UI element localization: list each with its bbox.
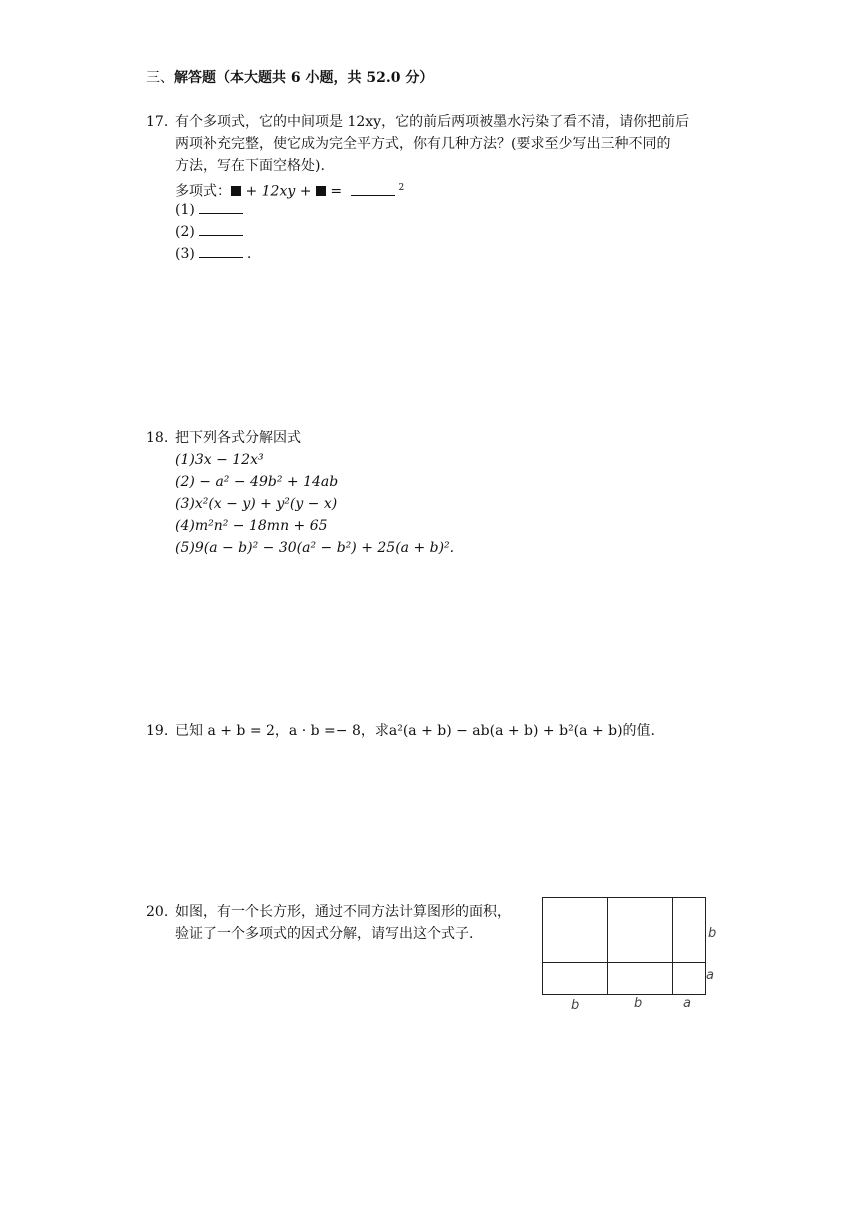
q20-body bbox=[175, 901, 511, 945]
q17-number: 17. bbox=[146, 114, 169, 130]
q17-polynomial bbox=[175, 177, 689, 199]
q20-rectangle-figure bbox=[542, 897, 706, 995]
q17-option-2 bbox=[175, 221, 689, 243]
q19-text: 已知 a + b = 2，a · b =− 8，求a²(a + b) − ab(a + b) + b²(a + b)的值. bbox=[175, 723, 655, 739]
q17-exponent: 2 bbox=[398, 183, 405, 193]
q17-option-3-blank bbox=[199, 243, 243, 258]
q17-option-3-label: (3) bbox=[175, 246, 195, 262]
q17-line3: 方法，写在下面空格处). bbox=[175, 158, 325, 174]
q18-item-2: (2) − a² − 49b² + 14ab bbox=[175, 474, 339, 490]
figure-label-bottom-a: a bbox=[683, 996, 691, 1011]
figure-label-bottom-b1: b bbox=[571, 998, 580, 1013]
q18-item-3: (3)x²(x − y) + y²(y − x) bbox=[175, 496, 338, 512]
q17-poly-eq: = bbox=[325, 183, 347, 200]
q17-end-dot: . bbox=[246, 246, 252, 262]
section-suffix: 分） bbox=[405, 70, 434, 86]
ink-blot-square-icon bbox=[231, 186, 241, 196]
q17-option-1-blank bbox=[199, 199, 243, 214]
q17-line1: 有个多项式，它的中间项是 12xy，它的前后两项被墨水污染了看不清，请你把前后 bbox=[175, 114, 690, 130]
q18-item-1: (1)3x − 12x³ bbox=[175, 452, 264, 468]
section-prefix: 三、 bbox=[146, 70, 174, 86]
q18-item-5: (5)9(a − b)² − 30(a² − b²) + 25(a + b)². bbox=[175, 540, 455, 556]
section-title-bold: 解答题（本大题共 bbox=[174, 70, 286, 86]
q17-body bbox=[175, 111, 689, 265]
figure-label-right-a: a bbox=[706, 968, 714, 983]
q17-option-1 bbox=[175, 199, 689, 221]
q17-line2: 两项补充完整，使它成为完全平方式，你有几种方法？(要求至少写出三种不同的 bbox=[175, 136, 671, 152]
q17-option-3 bbox=[175, 243, 689, 265]
q17-option-1-label: (1) bbox=[175, 202, 195, 218]
q17-answer-blank bbox=[351, 181, 395, 196]
figure-label-right-b: b bbox=[708, 926, 717, 941]
q17-option-2-blank bbox=[199, 221, 243, 236]
q18-body bbox=[175, 427, 454, 559]
figure-divider-h bbox=[543, 962, 705, 963]
section-title bbox=[146, 67, 433, 87]
ink-blot-square-icon bbox=[316, 186, 326, 196]
section-mid: 小题，共 bbox=[305, 70, 362, 86]
q18-item-4: (4)m²n² − 18mn + 65 bbox=[175, 518, 328, 534]
q18-number: 18. bbox=[146, 430, 169, 446]
q19-number: 19. bbox=[146, 723, 169, 739]
q17-option-2-label: (2) bbox=[175, 224, 195, 240]
figure-divider-v1 bbox=[607, 898, 608, 994]
q20-number: 20. bbox=[146, 904, 169, 920]
q17-poly-mid: + 12xy + bbox=[241, 183, 316, 200]
q20-line2: 验证了一个多项式的因式分解，请写出这个式子. bbox=[175, 926, 474, 942]
section-num-questions: 6 bbox=[290, 70, 301, 86]
q18-intro: 把下列各式分解因式 bbox=[175, 430, 301, 446]
section-score: 52.0 bbox=[366, 70, 401, 86]
q17-poly-label: 多项式： bbox=[175, 183, 231, 200]
figure-divider-v2 bbox=[672, 898, 673, 994]
q20-line1: 如图，有一个长方形，通过不同方法计算图形的面积， bbox=[175, 904, 511, 920]
figure-label-bottom-b2: b bbox=[634, 996, 643, 1011]
